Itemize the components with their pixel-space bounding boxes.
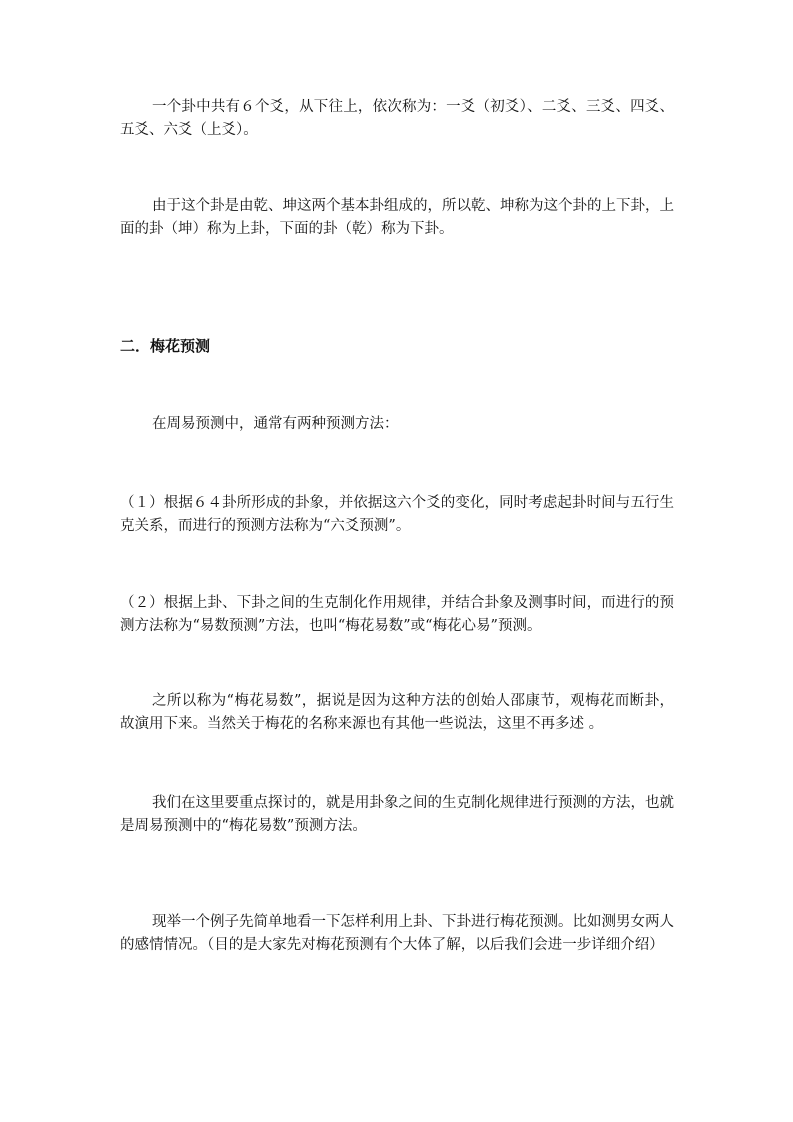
paragraph-yao-order: 一个卦中共有６个爻，从下往上，依次称为：一爻（初爻）、二爻、三爻、四爻、五爻、六爻（上爻）。 xyxy=(120,99,674,138)
paragraph-focus: 我们在这里要重点探讨的，就是用卦象之间的生克制化规律进行预测的方法，也就是周易预测中的“梅花易数”预测方法。 xyxy=(120,795,674,834)
paragraph-example: 现举一个例子先简单地看一下怎样利用上卦、下卦进行梅花预测。比如测男女两人的感情情况。（目的是大家先对梅花预测有个大体了解，以后我们会进一步详细介绍） xyxy=(120,914,674,953)
paragraph-upper-lower-gua: 由于这个卦是由乾、坤这两个基本卦组成的，所以乾、坤称为这个卦的上下卦，上面的卦（坤）称为上卦，下面的卦（乾）称为下卦。 xyxy=(120,198,674,237)
paragraph-name-origin: 之所以称为“梅花易数”，据说是因为这种方法的创始人邵康节，观梅花而断卦，故演用下来。当然关于梅花的名称来源也有其他一些说法，这里不再多述 。 xyxy=(120,693,674,732)
paragraph-two-methods: 在周易预测中，通常有两种预测方法： xyxy=(152,416,399,432)
paragraph-method-liuyao: （１）根据６４卦所形成的卦象，并依据这六个爻的变化，同时考虑起卦时间与五行生克关系，而进行的预测方法称为“六爻预测”。 xyxy=(120,495,674,534)
section-heading-meihua: 二．梅花预测 xyxy=(120,337,211,355)
paragraph-method-yishu: （２）根据上卦、下卦之间的生克制化作用规律，并结合卦象及测事时间，而进行的预测方法称为“易数预测”方法，也叫“梅花易数”或“梅花心易”预测。 xyxy=(120,595,674,634)
